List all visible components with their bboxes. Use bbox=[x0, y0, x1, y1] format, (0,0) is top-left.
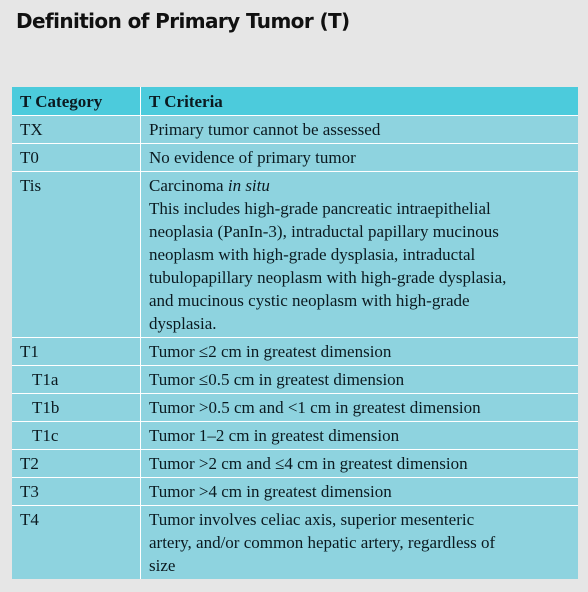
category-cell: TX bbox=[12, 116, 141, 144]
criteria-cell bbox=[141, 506, 579, 580]
t-category-table bbox=[12, 87, 578, 579]
table-row bbox=[12, 422, 578, 450]
criteria-cell: Tumor 1–2 cm in greatest dimension bbox=[141, 422, 579, 450]
category-cell: T1c bbox=[12, 422, 141, 450]
header-t-category: T Category bbox=[12, 87, 141, 116]
criteria-line: tubulopapillary neoplasm with high-grade dysplasia, bbox=[149, 268, 507, 287]
table-row bbox=[12, 338, 578, 366]
category-cell: Tis bbox=[12, 172, 141, 338]
criteria-line: Tumor involves celiac axis, superior mesenteric bbox=[149, 510, 475, 529]
criteria-cell: Primary tumor cannot be assessed bbox=[141, 116, 579, 144]
category-cell: T1b bbox=[12, 394, 141, 422]
page-title: Definition of Primary Tumor (T) bbox=[16, 9, 350, 33]
table-row bbox=[12, 506, 578, 580]
criteria-cell: Tumor >4 cm in greatest dimension bbox=[141, 478, 579, 506]
criteria-line: and mucinous cystic neoplasm with high-grade bbox=[149, 291, 470, 310]
criteria-cell bbox=[141, 172, 579, 338]
category-cell: T4 bbox=[12, 506, 141, 580]
t-category-table-container bbox=[12, 87, 578, 579]
table-row bbox=[12, 172, 578, 338]
table-row bbox=[12, 366, 578, 394]
category-cell: T1 bbox=[12, 338, 141, 366]
category-cell: T2 bbox=[12, 450, 141, 478]
criteria-line bbox=[149, 174, 570, 197]
table-row bbox=[12, 450, 578, 478]
table-header-row bbox=[12, 87, 578, 116]
category-cell: T1a bbox=[12, 366, 141, 394]
criteria-prefix: Carcinoma bbox=[149, 176, 228, 195]
criteria-cell: No evidence of primary tumor bbox=[141, 144, 579, 172]
criteria-line: artery, and/or common hepatic artery, regardless of bbox=[149, 533, 496, 552]
criteria-cell: Tumor ≤0.5 cm in greatest dimension bbox=[141, 366, 579, 394]
criteria-cell: Tumor >0.5 cm and <1 cm in greatest dimension bbox=[141, 394, 579, 422]
table-row bbox=[12, 144, 578, 172]
criteria-line: size bbox=[149, 556, 176, 575]
header-t-criteria: T Criteria bbox=[141, 87, 579, 116]
criteria-line: neoplasia (PanIn-3), intraductal papillary mucinous bbox=[149, 222, 499, 241]
criteria-cell: Tumor >2 cm and ≤4 cm in greatest dimension bbox=[141, 450, 579, 478]
criteria-line: This includes high-grade pancreatic intraepithelial bbox=[149, 199, 491, 218]
criteria-emphasis: in situ bbox=[227, 176, 270, 195]
table-row bbox=[12, 116, 578, 144]
table-row bbox=[12, 394, 578, 422]
criteria-cell: Tumor ≤2 cm in greatest dimension bbox=[141, 338, 579, 366]
category-cell: T3 bbox=[12, 478, 141, 506]
table-row bbox=[12, 478, 578, 506]
criteria-line: dysplasia. bbox=[149, 314, 217, 333]
criteria-line: neoplasm with high-grade dysplasia, intraductal bbox=[149, 245, 476, 264]
category-cell: T0 bbox=[12, 144, 141, 172]
